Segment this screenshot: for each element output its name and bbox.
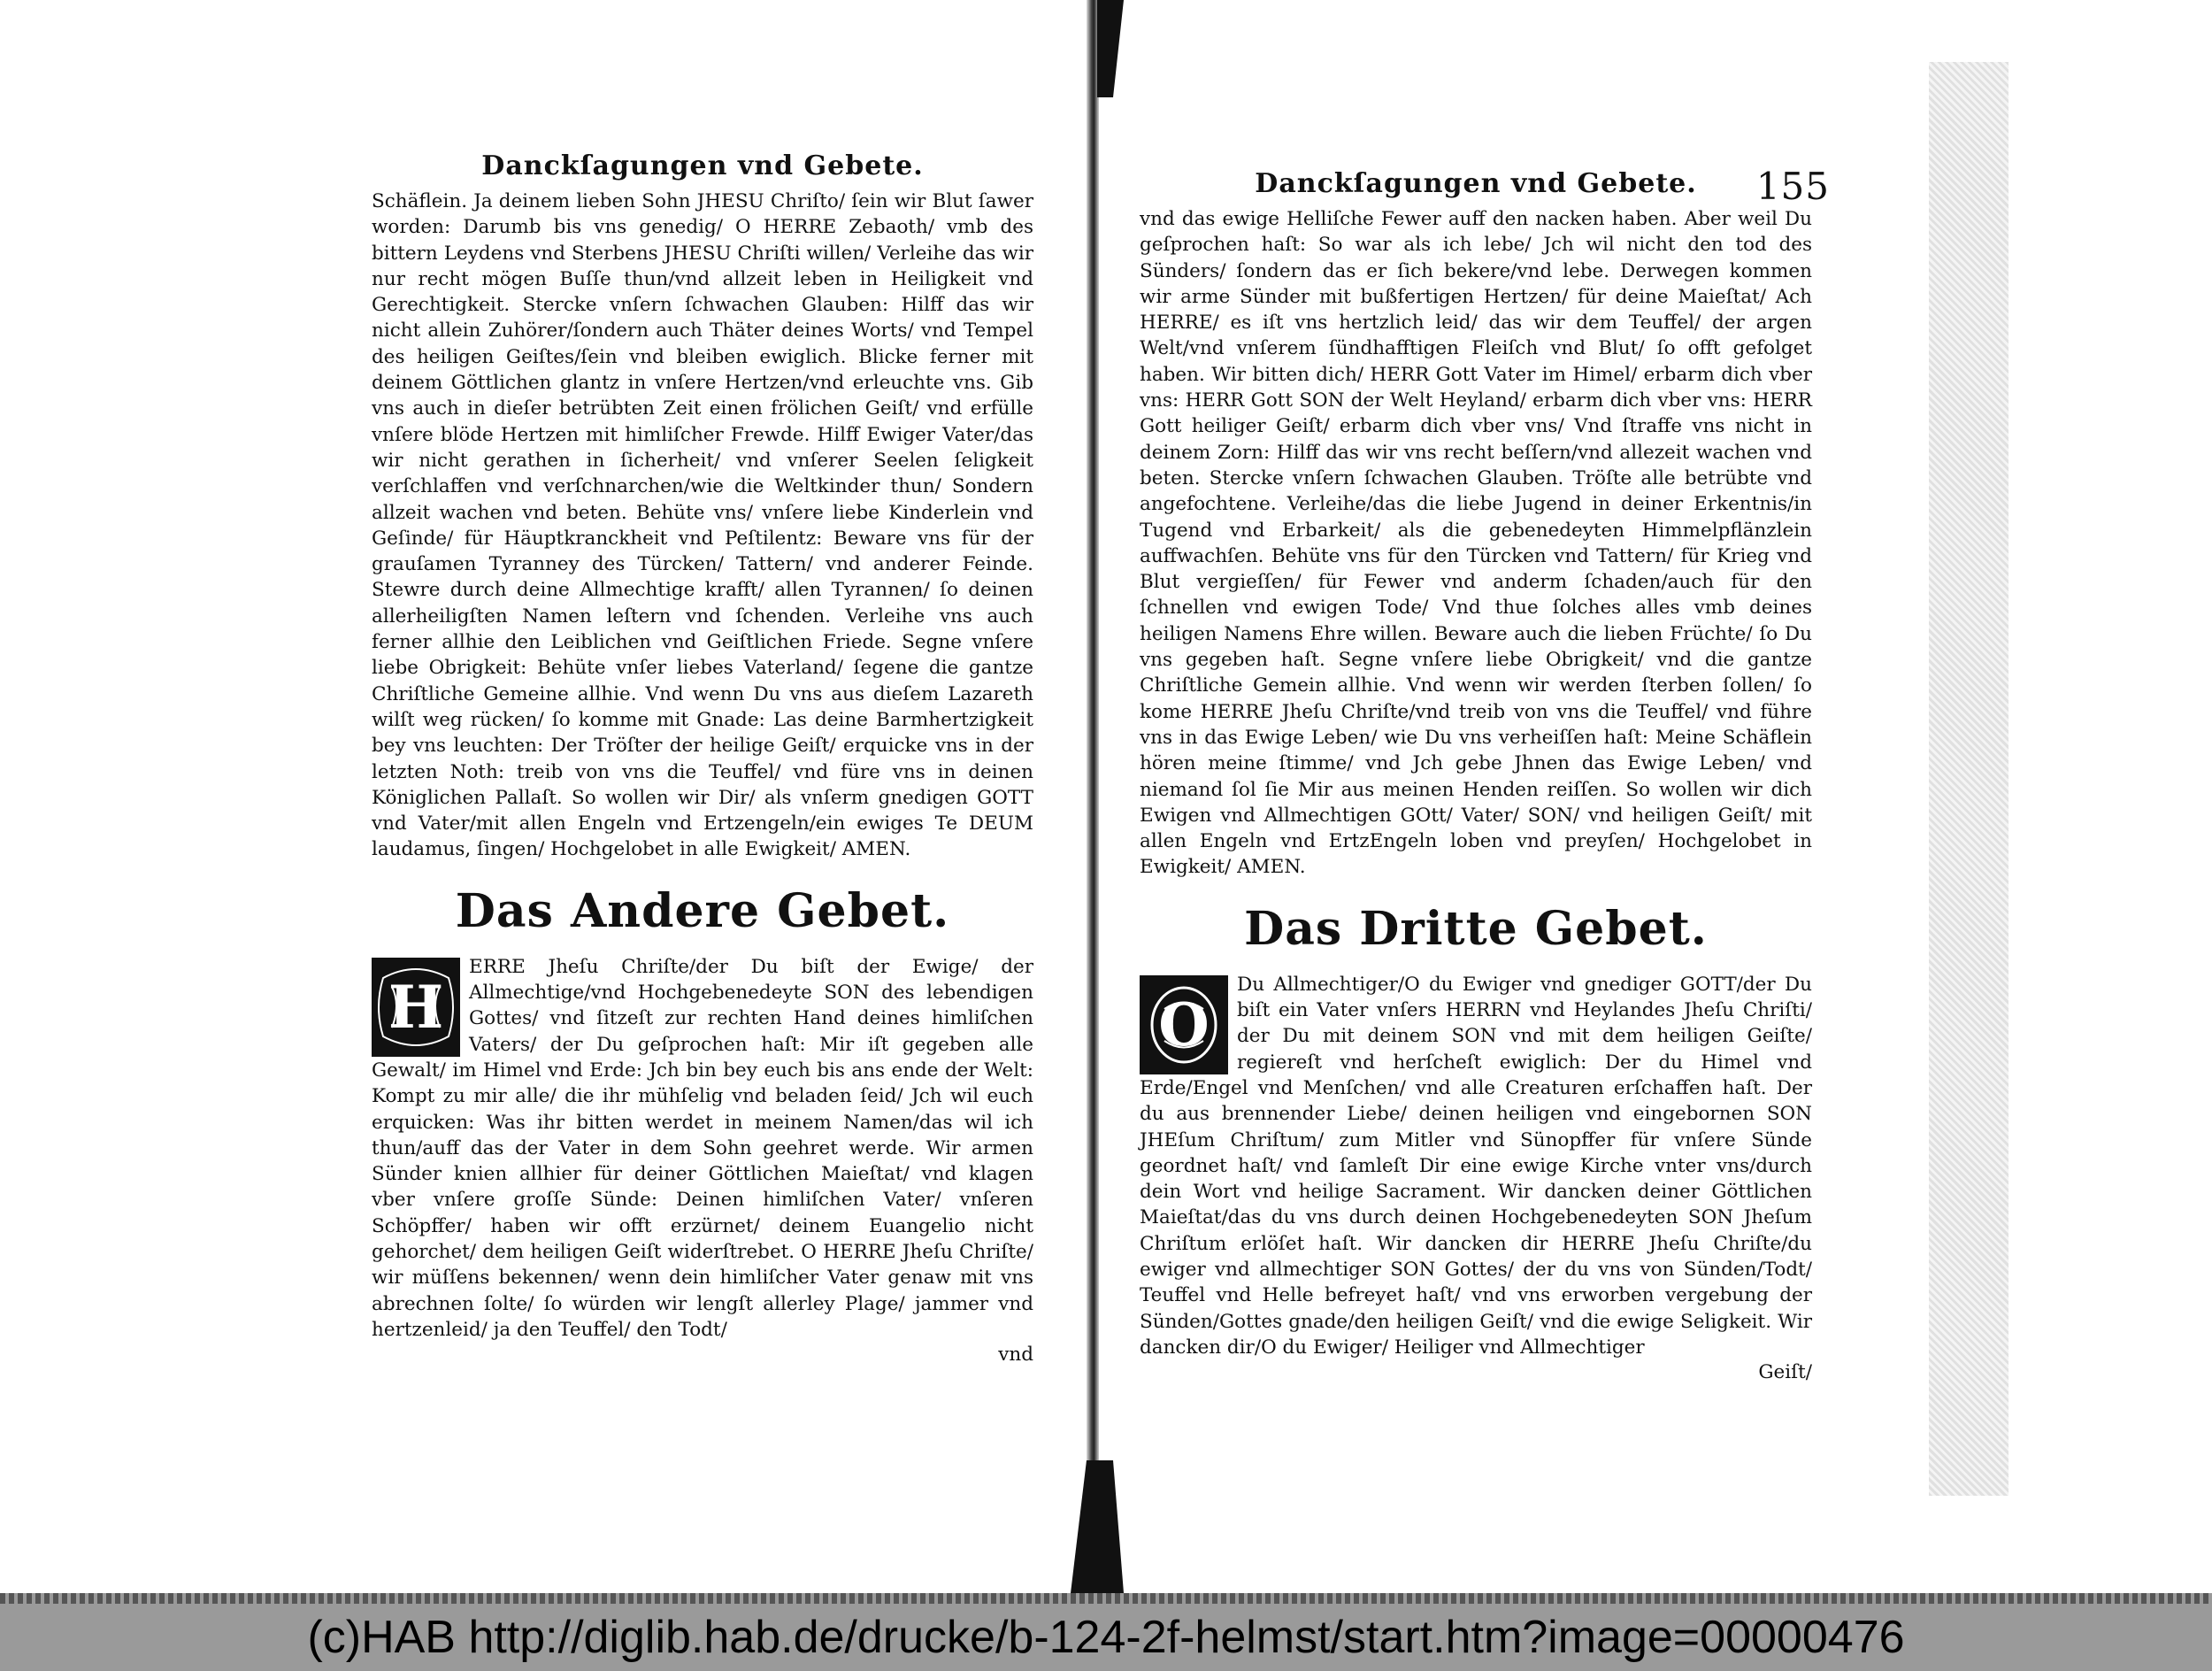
- left-paragraph-1: Schäflein. Ja deinem lieben Sohn JHESU Chriſto/ ſein wir Blut ſawer worden: Darumb bis vns genedig/ O HERRE Zebaoth/ vmb des bittern Leydens vnd Sterbens JHESU Chriſti willen/ Verleihe das wir nur recht mögen Buſſe thun/vnd allzeit leben in Heiligkeit vnd Gerechtigkeit. Stercke vnſern ſchwachen Glauben: Hilff das wir nicht allein Zuhörer/ſondern auch Thäter deines Worts/ vnd Tempel des heiligen Geiſtes/ſein vnd bleiben ewiglich. Blicke ferner mit deinem Göttlichen glantz in vnſere Hertzen/vnd erleuchte vns. Gib vns auch in dieſer betrübten Zeit einen frölichen Geiſt/ vnd erfülle vnſere blöde Hertzen mit himliſcher Frewde. Hilff Ewiger Vater/das wir nicht gerathen in ſicherheit/ vnd vnſerer Seelen ſeligkeit verſchlaffen vnd verſchnarchen/wie die Weltkinder thun/ Sondern allzeit wachen vnd beten. Behüte vns/ vnſere liebe Kinderlein vnd Geſinde/ für Häuptkranckheit vnd Peſtilentz: Beware vns für der grauſamen Tyranney des Türcken/ Tattern/ vnd anderer Feinde. Stewre durch deine Allmechtige krafft/ allen Tyrannen/ ſo deinen allerheiligſten Namen leſtern vnd ſchenden. Verleihe vns auch ferner allhie den Leiblichen vnd Geiſtlichen Friede. Segne vnſere liebe Obrigkeit: Behüte vnſer liebes Vaterland/ ſegene die gantze Chriſtliche Gemeine allhie. Vnd wenn Du vns aus dieſem Lazareth wilſt weg rücken/ ſo komme mit Gnade: Las deine Barmhertzigkeit bey vns leuchten: Der Tröſter der heilige Geiſt/ erquicke vns in der letzten Noth: treib von vns die Teuffel/ vnd füre vns in deinen Königlichen Pallaſt. So wollen wir Dir/ als vnſerm gnedigen GOTT vnd Vater/mit allen Engeln vnd Ertzengeln/ein ewiges Te DEUM laudamus, ſingen/ Hochgelobet in alle Ewigkeit/ AMEN.: [372, 190, 1033, 861]
- drop-cap-letter: O: [1158, 990, 1210, 1059]
- ornamental-initial-o: [1140, 975, 1228, 1074]
- right-prayer-block: [1140, 972, 1812, 1360]
- book-gutter: [1087, 0, 1099, 1593]
- right-running-head: [1140, 165, 1830, 208]
- right-page: [1140, 165, 1830, 1385]
- scan-bottom-strip: [0, 1593, 2212, 1604]
- footer-credit-text: (c)HAB http://diglib.hab.de/drucke/b-124-2f-helmst/start.htm?image=00000476: [307, 1612, 1905, 1663]
- right-running-head-text: Danckſagungen vnd Gebete.: [1255, 168, 1697, 199]
- left-paragraph-2: ERRE Jheſu Chriſte/der Du biſt der Ewige/ der Allmechtige/vnd Hochgebenedeyte SON des lebendigen Gottes/ vnd ſitzeſt zur rechten Hand deines himliſchen Vaters/ der Du geſprochen haſt: Mir iſt gegeben alle Gewalt/ im Himel vnd Erde: Jch bin bey euch bis ans ende der Welt: Kompt zu mir alle/ die ihr mühſelig vnd beladen ſeid/ Jch wil euch erquicken: Was ihr bitten werdet in meinem Namen/das wil ich thun/auff das der Vater in dem Sohn geehret werde. Wir armen Sünder knien allhier für deiner Göttlichen Maieſtat/ vnd klagen vber vnſere groſſe Sünde: Deinen himliſchen Vater/ vnſeren Schöpffer/ haben wir offt erzürnet/ deinem Euangelio nicht gehorchet/ dem heiligen Geiſt widerſtrebet. O HERRE Jheſu Chriſte/ wir müſſens bekennen/ wenn dein himliſcher Vater genaw mit vns abrechnen ſolte/ ſo würden wir lengſt allerley Plage/ jammer vnd hertzenleid/ ja den Teuffel/ den Todt/: [372, 955, 1033, 1341]
- footer-credit-bar: [0, 1604, 2212, 1671]
- ornament-icon: [1142, 978, 1225, 1072]
- left-catchword: vnd: [998, 1344, 1033, 1367]
- ornamental-initial-h: [372, 958, 460, 1057]
- right-catchword: Geiſt/: [1758, 1361, 1812, 1384]
- left-prayer-block: [372, 954, 1033, 1343]
- ornament-icon: [374, 960, 457, 1054]
- right-paragraph-2: Du Allmechtiger/O du Ewiger vnd gnediger GOTT/der Du biſt ein Vater vnſers HERRN vnd Heylandes Jheſu Chriſti/ der Du mit deinem SON vnd mit dem heiligen Geiſte/ regiereſt vnd herſcheſt ewiglich: Der du Himel vnd Erde/Engel vnd Menſchen/ vnd alle Creaturen erſchaffen haſt. Der du aus brennender Liebe/ deinen heiligen vnd eingebornen SON JHEſum Chriſtum/ zum Mitler vnd Sünopffer für vnſere Sünde geordnet haſt/ vnd ſamleſt Dir eine ewige Kirche vnter vns/durch dein Wort vnd heilige Sacrament. Wir dancken deiner Göttlichen Maieſtat/das du vns durch deinen Hochgebenedeyten SON Jheſum Chriſtum erlöſet haſt. Wir dancken dir HERRE Jheſu Chriſte/du ewiger vnd allmechtiger SON Gottes/ der du vns von Sünden/Todt/ Teuffel vnd Helle befreyet haſt/ vnd vns erworben vergebung der Sünden/Gottes gnade/den heiligen Geiſt/ vnd die ewige Seligkeit. Wir dancken dir/O du Ewiger/ Heiliger vnd Allmechtiger: [1140, 973, 1812, 1359]
- heading-das-dritte-gebet: Das Dritte Gebet.: [1244, 901, 1708, 956]
- page-edge-texture: [1929, 62, 2008, 1496]
- binding-shadow-bottom: [1071, 1460, 1124, 1593]
- right-paragraph-1: vnd das ewige Helliſche Fewer auff den nacken haben. Aber weil Du geſprochen haſt: So war als ich lebe/ Jch wil nicht den tod des Sünders/ ſondern das er ſich bekere/vnd lebe. Derwegen kommen wir arme Sünder mit bußfertigen Hertzen/ für deine Maieſtat/ Ach HERRE/ es iſt vns hertzlich leid/ das wir dem Teuffel/ der argen Welt/vnd vnſerem ſündhafftigen Fleiſch vnd Blut/ ſo offt gefolget haben. Wir bitten dich/ HERR Gott Vater im Himel/ erbarm dich vber vns: HERR Gott SON der Welt Heyland/ erbarm dich vber vns: HERR Gott heiliger Geiſt/ erbarm dich vber vns/ Vnd ſtraffe vns nicht in deinem Zorn: Hilff das wir vns recht beſſern/vnd allezeit wachen vnd beten. Stercke vnſern ſchwachen Glauben. Tröſte alle betrübte vnd angefochtene. Verleihe/das die liebe Jugend in deiner Erkentnis/in Tugend vnd Erbarkeit/ als die gebenedeyten Himmelpflänzlein auffwachſen. Behüte vns für den Türcken vnd Tattern/ für Krieg vnd Blut vergieſſen/ für Fewer vnd anderm ſchaden/auch für den ſchnellen vnd ewigen Tode/ Vnd thue ſolches alles vmb deines heiligen Namens Ehre willen. Beware auch die lieben Früchte/ ſo Du vns gegeben haſt. Segne vnſere liebe Obrigkeit/ vnd die gantze Chriſtliche Gemein allhie. Vnd wenn wir werden ſterben ſollen/ ſo kome HERRE Jheſu Chriſte/vnd treib von vns die Teuffel/ vnd führe vns in das Ewige Leben/ wie Du vns verheiſſen haſt: Meine Schäflein hören meine ſtimme/ vnd Jch gebe Jhnen das Ewige Leben/ vnd niemand ſol ſie Mir aus meinen Henden reiſſen. So wollen wir dich Ewigen vnd Allmechtigen GOtt/ Vater/ SON/ vnd heiligen Geiſt/ mit allen Engeln vnd ErtzEngeln loben vnd preyſen/ Hochgelobet in Ewigkeit/ AMEN.: [1140, 208, 1812, 879]
- left-page: [372, 150, 1033, 1367]
- binding-shadow-top: [1097, 0, 1124, 97]
- page-number: 155: [1755, 165, 1830, 208]
- heading-das-andere-gebet: Das Andere Gebet.: [455, 883, 950, 938]
- drop-cap-letter: H: [388, 972, 444, 1042]
- left-running-head: Danckſagungen vnd Gebete.: [481, 150, 924, 181]
